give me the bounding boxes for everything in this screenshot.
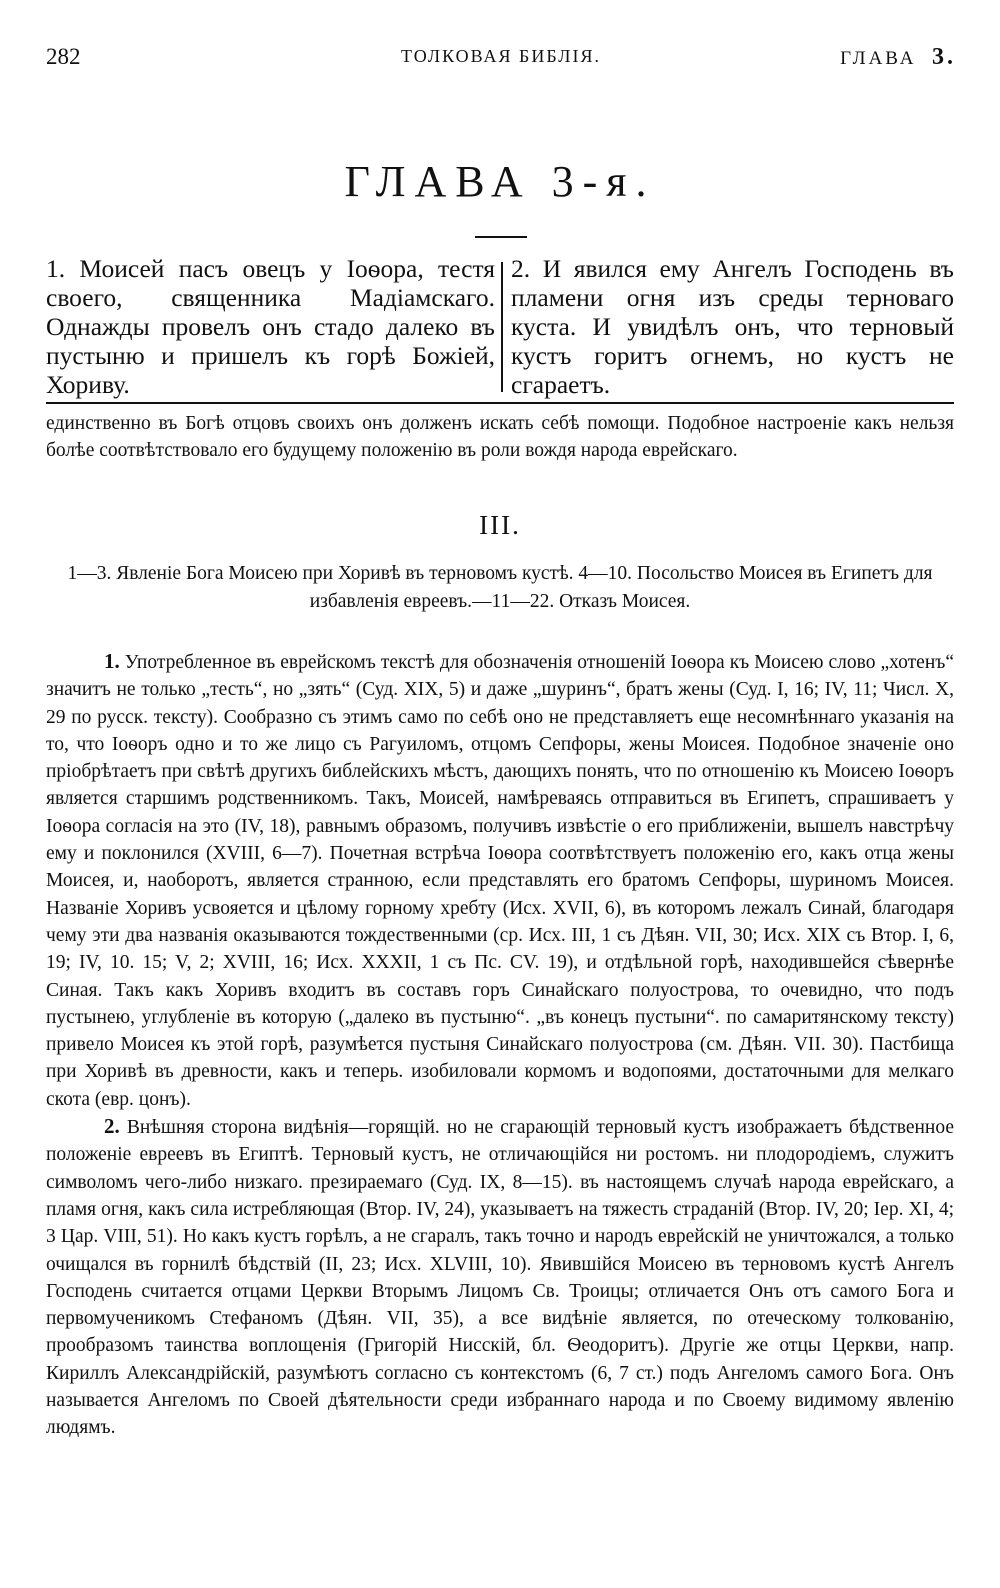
commentary-verse-number: 2.: [104, 1114, 120, 1139]
running-chapter: [840, 44, 956, 71]
verse-1: 1. Моисей пасъ овецъ у Іоѳора, тестя своего, священника Мадіамскаго. Однажды провелъ онъ стадо далеко въ пустыню и пришелъ къ горѣ Божіей, Хориву.: [46, 254, 495, 399]
commentary-verse-number: 1.: [104, 649, 120, 673]
section-summary: 1—3. Явленіе Бога Моисею при Хоривѣ въ терновомъ кустѣ. 4—10. Посольство Моисея въ Египетъ для избавленія евреевъ.—11—22. Отказъ Моисея.: [67, 563, 933, 612]
verses-rule: [46, 402, 954, 404]
commentary: [46, 648, 954, 1442]
commentary-text: Внѣшняя сторона видѣнія—горящій. но не сгарающій терновый кустъ изображаетъ бѣдственное положеніе евреевъ въ Египтѣ. Терновый кустъ, не отличающійся ни ростомъ. ни плодородіемъ, служитъ символомъ чего-либо низкаго. презираемаго (Суд. IX, 8—15). въ настоящемъ случаѣ народа еврейскаго, а пламя огня, какъ сила истребляющая (Втор. IV, 24), указываетъ на тяжесть страданій (Втор. IV, 20; Іер. XI, 4; 3 Цар. VIII, 51). Но какъ кустъ горѣлъ, а не сгаралъ, такъ точно и народъ еврейскій не уничтожался, а только очищался въ горнилѣ бѣдствій (II, 23; Исх. XLVIII, 10). Явившійся Моисею въ терновомъ кустѣ Ангелъ Господень считается отцами Церкви Вторымъ Лицомъ Св. Троицы; отличается Онъ отъ самого Бога и первомученикомъ Стефаномъ (Дѣян. VII, 35), а все видѣніе является, по отеческому толкованію, прообразомъ таинства воплощенія (Григорій Нисскій, бл. Ѳеодоритъ). Другіе же отцы Церкви, напр. Кириллъ Александрійскій, разумѣютъ согласно съ контекстомъ (6, 7 ст.) подъ Ангеломъ самого Бога. Онъ называется Ангеломъ по Своей дѣятельности среди избраннаго народа и по Своему видимому явленію людямъ.: [46, 1117, 955, 1439]
verse-2: 2. И явился ему Ангелъ Господень въ пламени огня изъ среды терноваго куста. И увидѣлъ онъ, что терновый кустъ горитъ огнемъ, но кустъ не сгараетъ.: [511, 254, 954, 399]
commentary-paragraph-2: [46, 1113, 954, 1442]
section-numeral: III.: [479, 510, 521, 540]
title-rule: [475, 236, 527, 238]
continuation-paragraph: [46, 410, 954, 465]
page-number: 282: [46, 44, 81, 69]
commentary-paragraph-1: [46, 648, 954, 1113]
running-chapter-number: 3.: [932, 44, 956, 70]
running-chapter-label: ГЛАВА: [840, 48, 917, 69]
continuation-text: единственно въ Богѣ отцовъ своихъ онъ долженъ искать себѣ помощи. Подобное настроеніе какъ нельзя болѣе соотвѣтствовало его будущему положенію въ роли вождя народа еврейскаго.: [46, 413, 954, 462]
book-title: ТОЛКОВАЯ БИБЛІЯ.: [401, 46, 601, 66]
commentary-text: Употребленное въ еврейскомъ текстѣ для обозначенія отношеній Іоѳора къ Моисею слово „хотенъ“ значитъ не только „тесть“, но „зять“ (Суд. XIX, 5) и даже „шуринъ“, братъ жены (Суд. I, 16; IV, 11; Числ. X, 29 по русск. тексту). Сообразно съ этимъ само по себѣ оно не представляетъ еще несомнѣннаго указанія на то, что Іоѳоръ одно и то же лицо съ Рагуиломъ, отцомъ Сепфоры, жены Моисея. Подобное значеніе оно пріобрѣтаетъ при свѣтѣ другихъ библейскихъ мѣстъ, дающихъ понять, что по отношенію къ Моисею Іоѳоръ является старшимъ родственникомъ. Такъ, Моисей, намѣреваясь отправиться въ Египетъ, спрашиваетъ у Іоѳора согласія на это (IV, 18), равнымъ образомъ, получивъ извѣстіе о его приближеніи, вышелъ навстрѣчу ему и поклонился (XVIII, 6—7). Почетная встрѣча Іоѳора соотвѣтствуетъ положенію его, какъ отца жены Моисея, и, наоборотъ, является странною, если представлять его братомъ Сепфоры, шуриномъ Моисея. Названіе Хоривъ усвояется и цѣлому горному хребту (Исх. XVII, 6), въ которомъ лежалъ Синай, благодаря чему эти два названія оказываются тождественными (ср. Исх. III, 1 съ Дѣян. VII, 30; Исх. XIX съ Втор. I, 6, 19; IV, 10. 15; V, 2; XVIII, 16; Исх. XXXII, 1 съ Пс. CV. 19), и отдѣльной горѣ, находившейся сѣвернѣе Синая. Такъ какъ Хоривъ входитъ въ составъ горъ Синайскаго полуострова, то очевидно, что подъ пустынею, углубленіе въ которую („далеко въ пустыню“. „въ конецъ пустыни“. по самаритянскому тексту) привело Моисея къ этой горѣ, разумѣется пустыня Синайскаго полуострова (см. Дѣян. VII. 30). Пастбища при Хоривѣ въ древности, какъ и теперь. изобиловали кормомъ и водопоями, достаточными для мелкаго скота (евр. цонъ).: [46, 652, 954, 1110]
chapter-title: ГЛАВА 3-я.: [344, 157, 656, 206]
running-head: [46, 44, 956, 74]
column-divider: [501, 262, 503, 392]
